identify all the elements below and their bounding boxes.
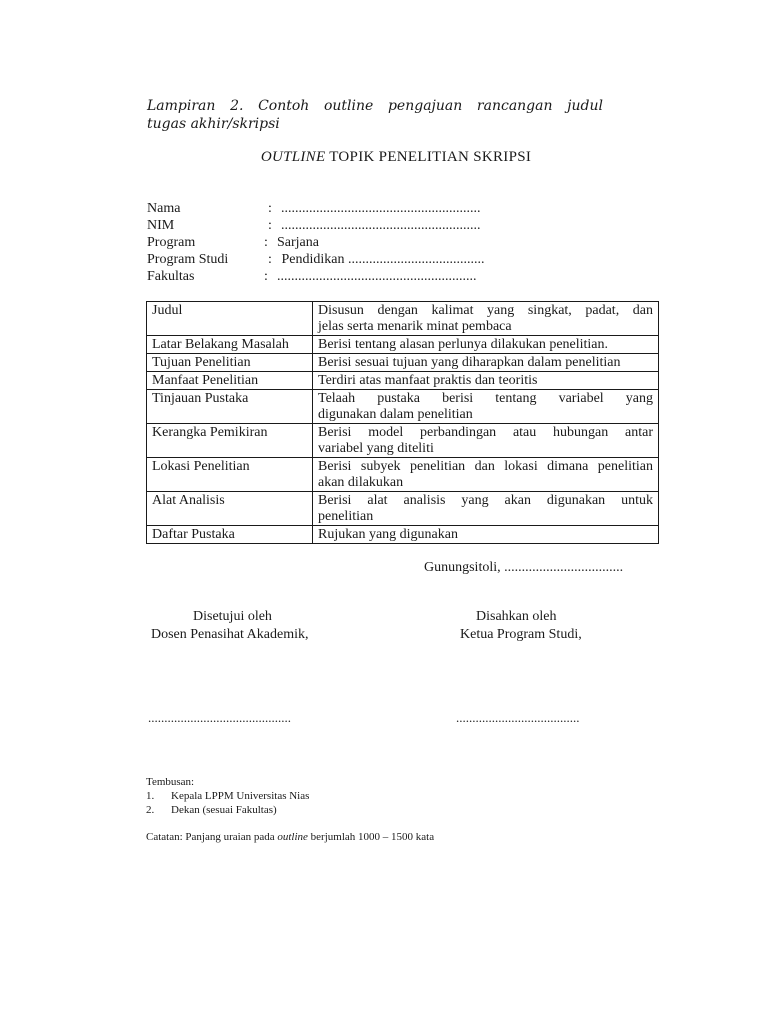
row-description-line1: Telaah pustaka berisi tentang variabel yang bbox=[318, 391, 653, 406]
outline-table bbox=[146, 301, 659, 544]
row-description: Terdiri atas manfaat praktis dan teoritis bbox=[313, 372, 659, 390]
row-description: Berisi sesuai tujuan yang diharapkan dalam penelitian bbox=[313, 354, 659, 372]
row-label: Manfaat Penelitian bbox=[147, 372, 313, 390]
identity-value: ......................................................... bbox=[281, 218, 481, 233]
row-description bbox=[313, 492, 659, 526]
row-label: Daftar Pustaka bbox=[147, 526, 313, 544]
row-description-line2: digunakan dalam penelitian bbox=[318, 407, 473, 422]
list-item-text: Kepala LPPM Universitas Nias bbox=[171, 790, 310, 802]
note-after: berjumlah 1000 – 1500 kata bbox=[307, 831, 435, 843]
attachment-heading bbox=[147, 97, 603, 133]
row-description-line1: Berisi model perbandingan atau hubungan antar bbox=[318, 425, 653, 440]
row-label: Latar Belakang Masalah bbox=[147, 336, 313, 354]
document-title-rest: TOPIK PENELITIAN SKRIPSI bbox=[325, 149, 532, 165]
identity-label: Nama bbox=[147, 201, 181, 216]
row-label: Judul bbox=[147, 302, 313, 336]
program-head-label: Ketua Program Studi, bbox=[460, 627, 582, 642]
identity-colon: : bbox=[268, 252, 272, 267]
identity-colon: : bbox=[268, 201, 272, 216]
identity-row-nama bbox=[0, 200, 768, 217]
row-description-line1: Berisi alat analisis yang akan digunakan untuk bbox=[318, 493, 653, 508]
identity-value: Pendidikan ....................................... bbox=[278, 252, 485, 267]
list-item-number: 2. bbox=[146, 804, 155, 816]
list-item-number: 1. bbox=[146, 790, 155, 802]
right-signature-line: ...................................... bbox=[456, 710, 580, 725]
row-description-line2: akan dilakukan bbox=[318, 475, 404, 490]
row-description: Rujukan yang digunakan bbox=[313, 526, 659, 544]
row-description-line2: variabel yang diteliti bbox=[318, 441, 434, 456]
row-description-line1: Berisi subyek penelitian dan lokasi dimana penelitian bbox=[318, 459, 653, 474]
academic-advisor-label: Dosen Penasihat Akademik, bbox=[151, 627, 309, 642]
row-label: Lokasi Penelitian bbox=[147, 458, 313, 492]
row-description bbox=[313, 458, 659, 492]
note-italic: outline bbox=[277, 831, 308, 843]
row-label: Tujuan Penelitian bbox=[147, 354, 313, 372]
place-date: Gunungsitoli, .................................. bbox=[424, 560, 624, 575]
identity-row-program bbox=[0, 234, 768, 251]
row-description-line2: jelas serta menarik minat pembaca bbox=[318, 319, 512, 334]
row-description-line2: penelitian bbox=[318, 509, 374, 524]
row-description bbox=[313, 390, 659, 424]
table-row bbox=[147, 354, 659, 372]
attachment-heading-line2: tugas akhir/skripsi bbox=[147, 116, 280, 132]
left-signature-line: ............................................ bbox=[148, 710, 291, 725]
row-description: Berisi tentang alasan perlunya dilakukan penelitian. bbox=[313, 336, 659, 354]
row-label: Kerangka Pemikiran bbox=[147, 424, 313, 458]
row-description bbox=[313, 424, 659, 458]
table-row bbox=[147, 336, 659, 354]
list-item bbox=[146, 789, 310, 803]
table-row bbox=[147, 390, 659, 424]
row-label: Tinjauan Pustaka bbox=[147, 390, 313, 424]
list-item bbox=[146, 803, 277, 817]
identity-row-program-studi bbox=[0, 251, 768, 268]
identity-value: ......................................................... bbox=[281, 201, 481, 216]
identity-label: Program bbox=[147, 235, 196, 250]
document-title-italic: OUTLINE bbox=[260, 149, 326, 165]
note bbox=[146, 830, 434, 844]
identity-label: NIM bbox=[147, 218, 175, 233]
table-row bbox=[147, 458, 659, 492]
list-item-text: Dekan (sesuai Fakultas) bbox=[171, 804, 277, 816]
identity-colon: : bbox=[264, 269, 268, 284]
table-row bbox=[147, 302, 659, 336]
ratified-by-label: Disahkan oleh bbox=[476, 609, 557, 624]
table-row bbox=[147, 424, 659, 458]
row-description-line1: Disusun dengan kalimat yang singkat, padat, dan bbox=[318, 303, 653, 318]
identity-value: ......................................................... bbox=[277, 269, 477, 284]
row-description bbox=[313, 302, 659, 336]
identity-value: Sarjana bbox=[277, 235, 319, 250]
identity-colon: : bbox=[268, 218, 272, 233]
identity-row-fakultas bbox=[0, 268, 768, 285]
table-row bbox=[147, 372, 659, 390]
identity-colon: : bbox=[264, 235, 268, 250]
row-label: Alat Analisis bbox=[147, 492, 313, 526]
attachment-heading-line1: Lampiran 2. Contoh outline pengajuan rancangan judul bbox=[147, 98, 603, 114]
table-row bbox=[147, 492, 659, 526]
identity-label: Fakultas bbox=[147, 269, 195, 284]
copy-to-heading: Tembusan: bbox=[146, 776, 195, 788]
identity-row-nim bbox=[0, 217, 768, 234]
document-title bbox=[0, 149, 768, 166]
table-row bbox=[147, 526, 659, 544]
approved-by-label: Disetujui oleh bbox=[193, 609, 272, 624]
identity-label: Program Studi bbox=[147, 252, 229, 267]
note-before: Catatan: Panjang uraian pada bbox=[146, 831, 278, 843]
